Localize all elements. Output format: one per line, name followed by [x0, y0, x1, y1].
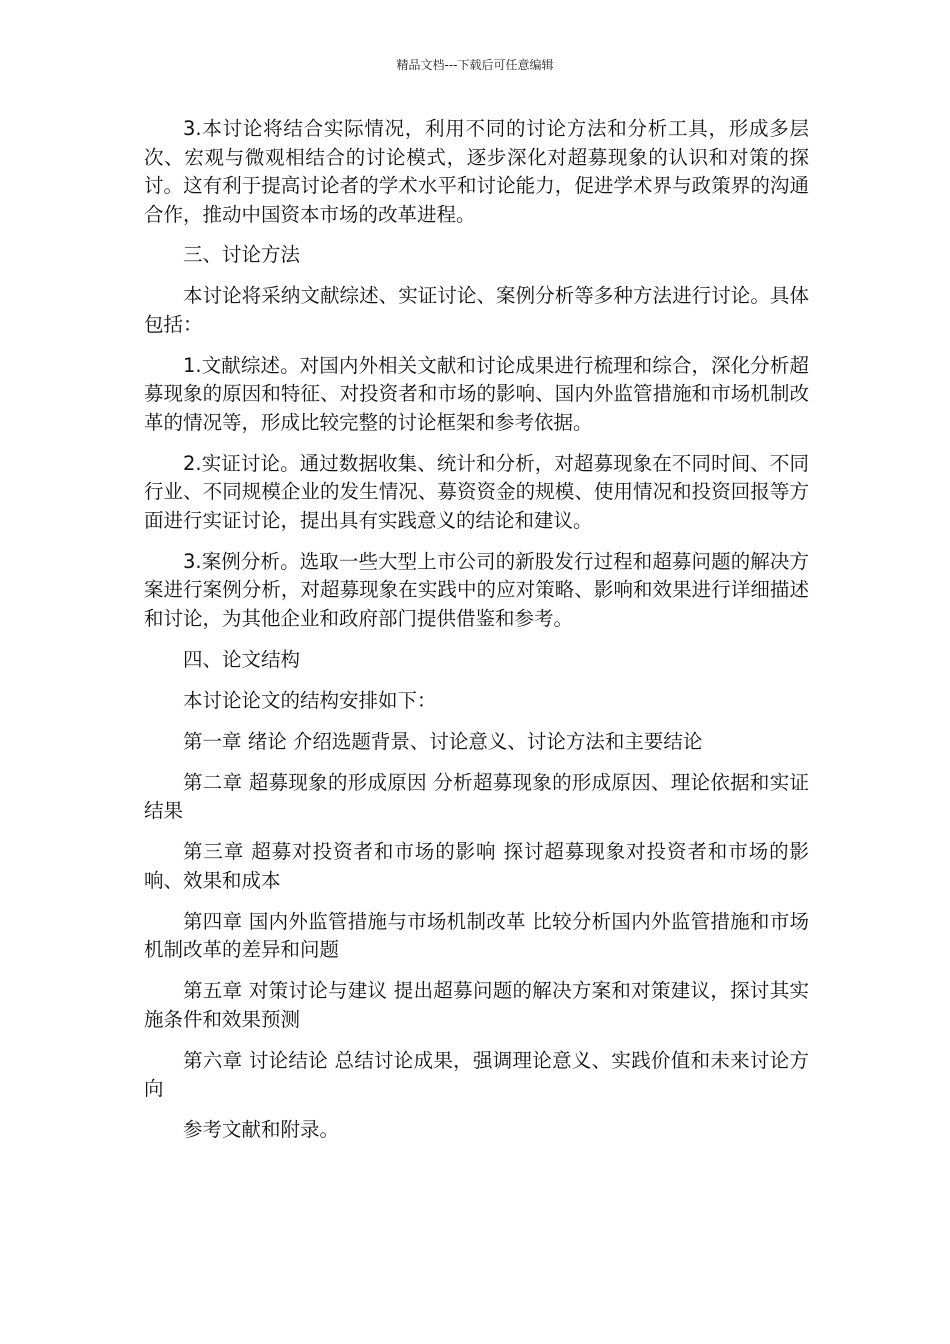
section-heading-methods: 三、讨论方法 — [183, 243, 301, 266]
chapter-4-item: 第四章 国内外监管措施与市场机制改革 比较分析国内外监管措施和市场机制改革的差异和问题 — [144, 909, 809, 961]
chapter-1-item: 第一章 绪论 介绍选题背景、讨论意义、讨论方法和主要结论 — [183, 729, 703, 753]
chapter-3-item: 第三章 超募对投资者和市场的影响 探讨超募现象对投资者和市场的影响、效果和成本 — [144, 840, 809, 892]
paragraph-case-analysis: 3.案例分析。选取一些大型上市公司的新股发行过程和超募问题的解决方案进行案例分析，对超募现象在实践中的应对策略、影响和效果进行详细描述和讨论，为其他企业和政府部门提供借鉴和参考。 — [144, 549, 809, 630]
document-body — [144, 115, 809, 1145]
paragraph-point-3: 3.本讨论将结合实际情况，利用不同的讨论方法和分析工具，形成多层次、宏观与微观相结合的讨论模式，逐步深化对超募现象的认识和对策的探讨。这有利于提高讨论者的学术水平和讨论能力，促进学术界与政策界的沟通合作，推动中国资本市场的改革进程。 — [144, 117, 809, 226]
references-appendix-item: 参考文献和附录。 — [183, 1118, 340, 1141]
chapter-2-item: 第二章 超募现象的形成原因 分析超募现象的形成原因、理论依据和实证结果 — [144, 770, 809, 822]
page-header: 精品文档---下载后可任意编辑 — [396, 58, 554, 72]
paragraph-literature-review: 1.文献综述。对国内外相关文献和讨论成果进行梳理和综合，深化分析超募现象的原因和特征、对投资者和市场的影响、国内外监管措施和市场机制改革的情况等，形成比较完整的讨论框架和参考依据。 — [144, 353, 809, 434]
chapter-5-item: 第五章 对策讨论与建议 提出超募问题的解决方案和对策建议，探讨其实施条件和效果预测 — [144, 979, 809, 1031]
paragraph-methods-intro: 本讨论将采纳文献综述、实证讨论、案例分析等多种方法进行讨论。具体包括： — [144, 284, 809, 336]
section-heading-structure: 四、论文结构 — [183, 647, 301, 671]
paragraph-empirical-study: 2.实证讨论。通过数据收集、统计和分析，对超募现象在不同时间、不同行业、不同规模企业的发生情况、募资资金的规模、使用情况和投资回报等方面进行实证讨论，提出具有实践意义的结论和建议。 — [144, 451, 809, 532]
paragraph-structure-intro: 本讨论论文的结构安排如下： — [183, 688, 437, 712]
chapter-6-item: 第六章 讨论结论 总结讨论成果，强调理论意义、实践价值和未来讨论方向 — [144, 1048, 809, 1100]
